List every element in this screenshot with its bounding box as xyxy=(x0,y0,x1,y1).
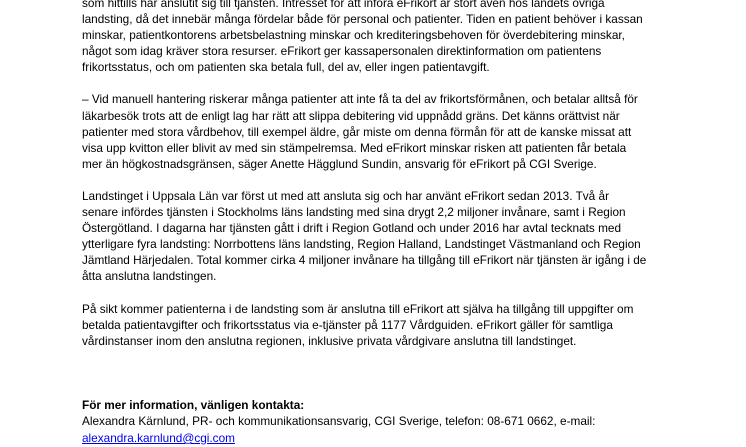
paragraph-intro xyxy=(82,0,702,75)
contact-details: Alexandra Kärnlund, PR- och kommunikationsansvarig, CGI Sverige, telefon: 08-671 0662, e-mail: xyxy=(82,413,596,428)
paragraph-quote xyxy=(82,91,702,171)
paragraph-line: – Vid manuell hantering riskerar många patienter att inte få ta del av frikortsförmånen, och betalar alltså för xyxy=(82,92,638,107)
paragraph-line: minskar, patientkontorens arbetsbelastning minskar och krediteringsbehoven för överdebitering minskar, xyxy=(82,28,625,43)
paragraph-line: åtta anslutna landstingen. xyxy=(82,269,217,284)
paragraph-line: mer än högkostnadsgränsen, säger Anette Hägglund Sundin, ansvarig för eFrikort på CGI Sverige. xyxy=(82,156,597,171)
email-link[interactable]: alexandra.karnlund@cgi.com xyxy=(82,430,235,445)
paragraph-line: som hittills har anslutit sig till tjänsten. Intresset för att införa eFrikort är stort även hos landets övriga xyxy=(82,0,605,10)
spacer xyxy=(82,365,702,397)
paragraph-line: vårdinstanser inom den anslutna regionen, inklusive privata vårdgivare anslutna till landstinget. xyxy=(82,333,577,348)
paragraph-line: Östergötland. I dagarna har tjänsten gått i drift i Region Gotland och under 2016 har avtal tecknats med xyxy=(82,221,622,236)
contact-heading: För mer information, vänligen kontakta: xyxy=(82,397,305,412)
paragraph-line: betalda patientavgifter och frikortsstatus via e-tjänster på 1177 Vårdguiden. eFrikort gäller för samtliga xyxy=(82,317,613,332)
paragraph-line: Jämtland Härjedalen. Total kommer cirka 4 miljoner invånare ha tillgång till eFrikort när tjänsten är igång i de xyxy=(82,253,647,268)
paragraph-line: ytterligare fyra landsting: Norrbottens läns landsting, Region Halland, Landstinget Västmanland och Region xyxy=(82,237,641,252)
paragraph-line: något som idag kräver stora resurser. eFrikort ger kassapersonalen direktinformation om patientens xyxy=(82,44,602,59)
paragraph-line: Landstinget i Uppsala Län var först ut med att ansluta sig och har använt eFrikort sedan 2013. Två år xyxy=(82,188,610,203)
paragraph-line: patienter med stora vårdbehov, till exempel äldre, går miste om denna förmån för att de kanske missat att xyxy=(82,124,632,139)
paragraph-line: landsting, då det innebär många fördelar både för personal och patienter. Tiden en patient behöver i kassan xyxy=(82,12,643,27)
paragraph-future xyxy=(82,301,702,349)
paragraph-line: visa upp kvitton eller blivit av med sin stämpelremsa. Med eFrikort minskar risken att patienten får betala xyxy=(82,140,627,155)
paragraph-line: läkarbesök trots att de enligt lag har rätt att slippa debitering vid uppnådd gräns. Det känns orättvist när xyxy=(82,108,620,123)
contact-section xyxy=(82,397,702,447)
document-body xyxy=(82,0,702,447)
paragraph-rollout xyxy=(82,188,702,285)
paragraph-line: På sikt kommer patienterna i de landsting som är anslutna till eFrikort att själva ha tillgång till uppgifter om xyxy=(82,301,634,316)
paragraph-line: frikortsstatus, och om patienten ska betala full, del av, eller ingen patientavgift. xyxy=(82,60,490,75)
paragraph-line: senare infördes tjänsten i Stockholms läns landsting med sina drygt 2,2 miljoner invånare, samt i Region xyxy=(82,205,626,220)
